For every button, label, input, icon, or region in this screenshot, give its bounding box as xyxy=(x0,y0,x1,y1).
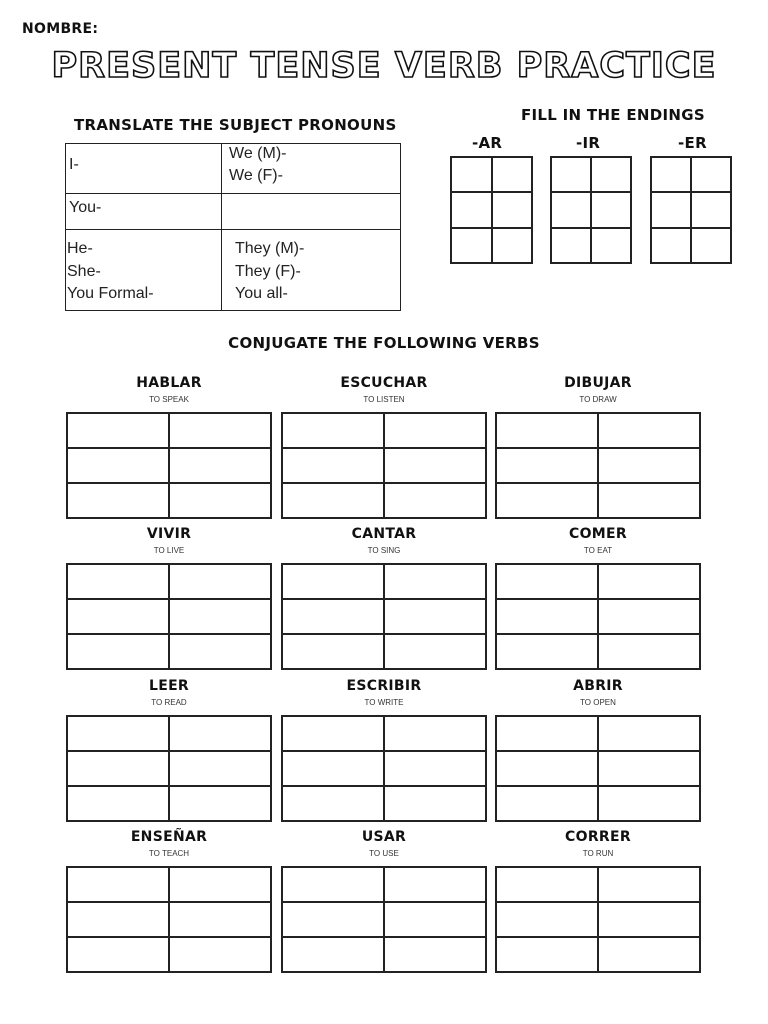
conjugation-cell[interactable] xyxy=(282,716,384,751)
conjugation-cell[interactable] xyxy=(169,902,271,937)
conjugation-grid-hablar[interactable] xyxy=(66,412,272,519)
conjugation-cell[interactable] xyxy=(384,413,486,448)
conjugation-cell[interactable] xyxy=(169,413,271,448)
conjugation-cell[interactable] xyxy=(496,716,598,751)
ending-label-ir: -IR xyxy=(576,134,601,152)
conjugation-cell[interactable] xyxy=(67,716,169,751)
conjugation-grid-usar[interactable] xyxy=(281,866,487,973)
conjugation-cell[interactable] xyxy=(169,634,271,669)
conjugation-cell[interactable] xyxy=(496,751,598,786)
conjugation-cell[interactable] xyxy=(384,716,486,751)
verb-title-abrir: ABRIR xyxy=(573,678,623,694)
pronoun-she: She- xyxy=(67,263,101,280)
pronoun-you: You- xyxy=(69,199,102,216)
conjugation-cell[interactable] xyxy=(598,937,700,972)
conjugation-cell[interactable] xyxy=(169,867,271,902)
conjugation-cell[interactable] xyxy=(282,483,384,518)
conjugation-cell[interactable] xyxy=(67,751,169,786)
conjugation-grid-ensenar[interactable] xyxy=(66,866,272,973)
pronoun-they-m: They (M)- xyxy=(235,240,305,257)
conjugation-cell[interactable] xyxy=(67,867,169,902)
verb-title-cantar: CANTAR xyxy=(351,526,417,542)
conjugation-cell[interactable] xyxy=(384,902,486,937)
pronouns-column-divider xyxy=(221,144,222,310)
verb-title-ensenar: ENSEÑAR xyxy=(130,829,208,845)
conjugation-cell[interactable] xyxy=(67,599,169,634)
pronoun-i: I- xyxy=(69,156,79,173)
pronoun-we-f: We (F)- xyxy=(229,167,283,184)
conjugation-cell[interactable] xyxy=(384,448,486,483)
conjugation-grid-correr[interactable] xyxy=(495,866,701,973)
conjugation-cell[interactable] xyxy=(598,902,700,937)
verb-meaning-dibujar: TO DRAW xyxy=(579,395,617,404)
pronouns-row-divider xyxy=(66,193,400,194)
conjugation-cell[interactable] xyxy=(282,634,384,669)
conjugation-cell[interactable] xyxy=(496,448,598,483)
conjugation-cell[interactable] xyxy=(598,634,700,669)
conjugation-cell[interactable] xyxy=(384,599,486,634)
verb-meaning-escribir: TO WRITE xyxy=(364,698,404,707)
pronouns-row-divider xyxy=(66,229,400,230)
conjugation-cell[interactable] xyxy=(384,564,486,599)
verb-title-hablar: HABLAR xyxy=(136,375,202,391)
verb-meaning-vivir: TO LIVE xyxy=(153,546,185,555)
conjugation-cell[interactable] xyxy=(598,751,700,786)
verb-title-correr: CORRER xyxy=(565,829,631,845)
conjugation-cell[interactable] xyxy=(496,902,598,937)
pronoun-you-all: You all- xyxy=(235,285,288,302)
conjugation-cell[interactable] xyxy=(496,867,598,902)
verb-meaning-escuchar: TO LISTEN xyxy=(363,395,405,404)
conjugation-cell[interactable] xyxy=(384,483,486,518)
conjugation-cell[interactable] xyxy=(384,634,486,669)
conjugation-cell[interactable] xyxy=(169,448,271,483)
conjugation-cell[interactable] xyxy=(384,867,486,902)
ending-label-ar: -AR xyxy=(472,134,503,152)
pronouns-heading: TRANSLATE THE SUBJECT PRONOUNS xyxy=(74,116,397,134)
conjugation-cell[interactable] xyxy=(67,634,169,669)
conjugation-grid-cantar[interactable] xyxy=(281,563,487,670)
conjugation-cell[interactable] xyxy=(282,786,384,821)
verb-title-escribir: ESCRIBIR xyxy=(346,678,422,694)
endings-heading: FILL IN THE ENDINGS xyxy=(521,106,705,124)
conjugation-cell[interactable] xyxy=(384,751,486,786)
conjugate-heading: CONJUGATE THE FOLLOWING VERBS xyxy=(228,334,540,352)
conjugation-grid-dibujar[interactable] xyxy=(495,412,701,519)
conjugation-cell[interactable] xyxy=(598,448,700,483)
conjugation-cell[interactable] xyxy=(67,902,169,937)
verb-meaning-ensenar: TO TEACH xyxy=(148,849,190,858)
pronoun-they-f: They (F)- xyxy=(235,263,301,280)
pronouns-table xyxy=(65,143,401,311)
conjugation-cell[interactable] xyxy=(169,483,271,518)
conjugation-cell[interactable] xyxy=(282,413,384,448)
conjugation-cell[interactable] xyxy=(496,634,598,669)
conjugation-cell[interactable] xyxy=(169,937,271,972)
verb-meaning-correr: TO RUN xyxy=(582,849,614,858)
conjugation-cell[interactable] xyxy=(169,599,271,634)
conjugation-cell[interactable] xyxy=(598,786,700,821)
conjugation-cell[interactable] xyxy=(67,448,169,483)
conjugation-cell[interactable] xyxy=(67,564,169,599)
pronoun-we-m: We (M)- xyxy=(229,145,287,162)
conjugation-cell[interactable] xyxy=(598,564,700,599)
verb-title-dibujar: DIBUJAR xyxy=(564,375,632,391)
conjugation-cell[interactable] xyxy=(598,867,700,902)
conjugation-cell[interactable] xyxy=(496,483,598,518)
verb-meaning-usar: TO USE xyxy=(369,849,399,858)
conjugation-cell[interactable] xyxy=(598,483,700,518)
conjugation-cell[interactable] xyxy=(67,483,169,518)
verb-meaning-abrir: TO OPEN xyxy=(580,698,616,707)
conjugation-cell[interactable] xyxy=(282,751,384,786)
conjugation-cell[interactable] xyxy=(496,937,598,972)
conjugation-cell[interactable] xyxy=(282,867,384,902)
conjugation-grid-comer[interactable] xyxy=(495,563,701,670)
verb-title-escuchar: ESCUCHAR xyxy=(340,375,428,391)
ending-grid-ar[interactable] xyxy=(450,156,533,264)
conjugation-cell[interactable] xyxy=(496,599,598,634)
pronoun-you-formal: You Formal- xyxy=(67,285,154,302)
page-title: PRESENT TENSE VERB PRACTICE xyxy=(51,46,717,86)
conjugation-grid-vivir[interactable] xyxy=(66,563,272,670)
ending-label-er: -ER xyxy=(678,134,707,152)
conjugation-cell[interactable] xyxy=(598,716,700,751)
conjugation-cell[interactable] xyxy=(169,751,271,786)
conjugation-cell[interactable] xyxy=(67,937,169,972)
conjugation-cell[interactable] xyxy=(282,564,384,599)
verb-meaning-hablar: TO SPEAK xyxy=(149,395,189,404)
conjugation-cell[interactable] xyxy=(169,716,271,751)
conjugation-grid-escuchar[interactable] xyxy=(281,412,487,519)
verb-title-usar: USAR xyxy=(361,829,407,845)
verb-title-leer: LEER xyxy=(148,678,190,694)
verb-meaning-comer: TO EAT xyxy=(583,546,613,555)
conjugation-cell[interactable] xyxy=(496,413,598,448)
conjugation-grid-leer[interactable] xyxy=(66,715,272,822)
conjugation-cell[interactable] xyxy=(598,413,700,448)
conjugation-cell[interactable] xyxy=(384,937,486,972)
conjugation-cell[interactable] xyxy=(169,564,271,599)
conjugation-grid-abrir[interactable] xyxy=(495,715,701,822)
conjugation-grid-escribir[interactable] xyxy=(281,715,487,822)
conjugation-cell[interactable] xyxy=(384,786,486,821)
conjugation-cell[interactable] xyxy=(496,564,598,599)
conjugation-cell[interactable] xyxy=(282,599,384,634)
conjugation-cell[interactable] xyxy=(67,786,169,821)
conjugation-cell[interactable] xyxy=(169,786,271,821)
ending-grid-er[interactable] xyxy=(650,156,732,264)
verb-title-vivir: VIVIR xyxy=(146,526,192,542)
conjugation-cell[interactable] xyxy=(282,902,384,937)
conjugation-cell[interactable] xyxy=(282,937,384,972)
verb-title-comer: COMER xyxy=(569,526,627,542)
conjugation-cell[interactable] xyxy=(496,786,598,821)
nombre-label: NOMBRE: xyxy=(22,21,99,37)
verb-meaning-leer: TO READ xyxy=(151,698,187,707)
ending-grid-ir[interactable] xyxy=(550,156,632,264)
conjugation-cell[interactable] xyxy=(598,599,700,634)
verb-meaning-cantar: TO SING xyxy=(367,546,401,555)
conjugation-cell[interactable] xyxy=(67,413,169,448)
pronoun-he: He- xyxy=(67,240,93,257)
conjugation-cell[interactable] xyxy=(282,448,384,483)
